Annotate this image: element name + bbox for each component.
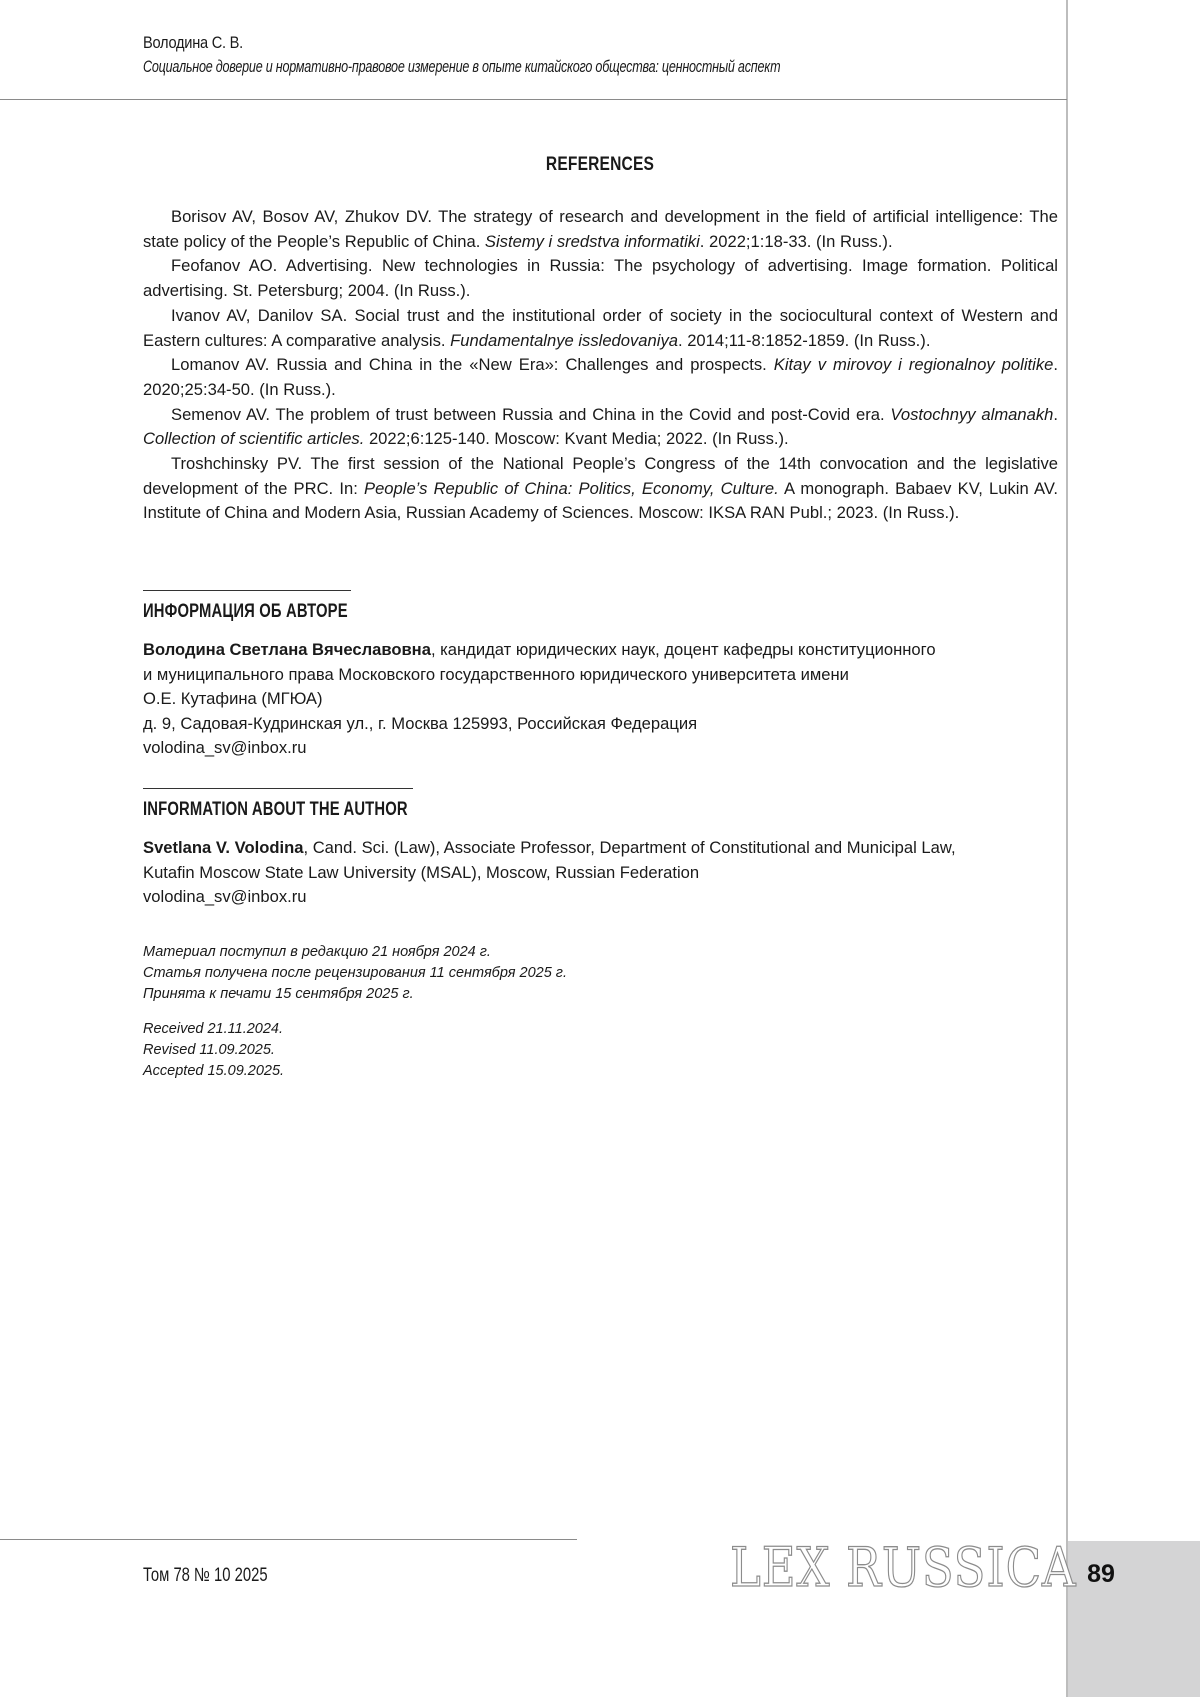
reference-text: Feofanov AO. Advertising. New technologies in Russia: The psychology of advertising. Image formation. Political advertising. St. Petersburg; 2004. (In Russ.). bbox=[143, 256, 1058, 301]
references-heading: REFERENCES bbox=[545, 154, 655, 175]
date-line: Revised 11.09.2025. bbox=[143, 1042, 275, 1058]
author-affiliation-line: и муниципального права Московского государственного юридического университета имени bbox=[143, 664, 849, 684]
author-affiliation-line bbox=[143, 638, 1063, 663]
reference-text: Semenov AV. The problem of trust between Russia and China in the Covid and post-Covid era. bbox=[171, 404, 891, 424]
reference-item bbox=[143, 403, 1058, 452]
reference-text: Troshchinsky PV. The first session of the National People’s Congress of the 14th convocation and the legislative development of the PRC. In: bbox=[143, 454, 1058, 498]
reference-text: Borisov AV, Bosov AV, Zhukov DV. The strategy of research and development in the field of artificial intelligence: The state policy of the People’s Republic of China. bbox=[143, 207, 1058, 251]
reference-source: Vostochnyy almanakh bbox=[890, 404, 1054, 424]
reference-item bbox=[143, 205, 1058, 254]
header-divider bbox=[0, 99, 1067, 100]
reference-source: Sistemy i sredstva informatiki bbox=[484, 231, 700, 251]
date-line: Received 21.11.2024. bbox=[143, 1021, 284, 1037]
author-info-en bbox=[143, 836, 1063, 910]
section-divider bbox=[143, 788, 413, 789]
footer-divider bbox=[0, 1539, 577, 1540]
date-line: Accepted 15.09.2025. bbox=[143, 1063, 285, 1079]
author-affiliation-line bbox=[143, 836, 1063, 861]
author-email: volodina_sv@inbox.ru bbox=[143, 738, 307, 757]
date-line: Материал поступил в редакцию 21 ноября 2024 г. bbox=[143, 944, 491, 960]
author-name: Володина Светлана Вячеславовна bbox=[143, 640, 431, 659]
references-list bbox=[143, 205, 1058, 526]
date-line: Принята к печати 15 сентября 2025 г. bbox=[143, 986, 414, 1002]
section-divider bbox=[143, 590, 351, 591]
author-info-heading-ru: ИНФОРМАЦИЯ ОБ АВТОРЕ bbox=[143, 601, 348, 622]
reference-text: . bbox=[1053, 404, 1058, 424]
reference-source: Collection of scientific articles. bbox=[143, 429, 365, 449]
author-affiliation-line: О.Е. Кутафина (МГЮА) bbox=[143, 689, 323, 708]
author-info-heading-en: INFORMATION ABOUT THE AUTHOR bbox=[143, 799, 408, 820]
reference-text: Ivanov AV, Danilov SA. Social trust and the institutional order of society in the sociocultural context of Western and Eastern cultures: A comparative analysis. bbox=[143, 305, 1058, 350]
submission-dates-en bbox=[143, 1019, 284, 1082]
author-info-ru bbox=[143, 638, 1063, 761]
author-affiliation: , кандидат юридических наук, доцент кафедры конституционного bbox=[430, 640, 936, 659]
reference-text: . 2020;25:34-50. (In Russ.). bbox=[143, 355, 1058, 399]
reference-text: . 2022;1:18-33. (In Russ.). bbox=[699, 231, 893, 251]
reference-item bbox=[143, 452, 1058, 526]
author-address: д. 9, Садовая-Кудринская ул., г. Москва 125993, Российская Федерация bbox=[143, 713, 698, 733]
reference-item bbox=[143, 254, 1058, 303]
author-email: volodina_sv@inbox.ru bbox=[143, 887, 307, 906]
journal-issue: Том 78 № 10 2025 bbox=[143, 1565, 268, 1586]
reference-item bbox=[143, 353, 1058, 402]
author-affiliation: , Cand. Sci. (Law), Associate Professor, Department of Constitutional and Municipal Law, bbox=[303, 838, 956, 857]
author-name: Svetlana V. Volodina bbox=[143, 838, 304, 857]
author-affiliation-line: Kutafin Moscow State Law University (MSAL), Moscow, Russian Federation bbox=[143, 862, 700, 882]
running-header-title: Социальное доверие и нормативно-правовое измерение в опыте китайского общества: ценностный аспект bbox=[143, 57, 781, 76]
reference-item bbox=[143, 304, 1058, 353]
reference-source: Fundamentalnye issledovaniya bbox=[450, 330, 678, 350]
journal-logo: LEX RUSSICA bbox=[730, 1536, 1077, 1599]
date-line: Статья получена после рецензирования 11 сентября 2025 г. bbox=[143, 965, 567, 981]
reference-source: Kitay v mirovoy i regionalnoy politike bbox=[773, 355, 1054, 375]
reference-text: 2022;6:125-140. Moscow: Kvant Media; 2022. (In Russ.). bbox=[364, 429, 789, 449]
right-margin-rule bbox=[1066, 0, 1068, 1697]
reference-text: Lomanov AV. Russia and China in the «New Era»: Challenges and prospects. bbox=[171, 355, 774, 375]
reference-text: A monograph. Babaev KV, Lukin AV. Institute of China and Modern Asia, Russian Academy of Sciences. Moscow: IKSA RAN Publ.; 2023. (In Russ.). bbox=[143, 478, 1058, 523]
page-number: 89 bbox=[1087, 1560, 1115, 1588]
reference-source: People’s Republic of China: Politics, Economy, Culture. bbox=[364, 478, 779, 498]
reference-text: . 2014;11-8:1852-1859. (In Russ.). bbox=[677, 330, 931, 350]
submission-dates-ru bbox=[143, 942, 567, 1005]
running-header-author: Володина С. В. bbox=[143, 33, 243, 52]
